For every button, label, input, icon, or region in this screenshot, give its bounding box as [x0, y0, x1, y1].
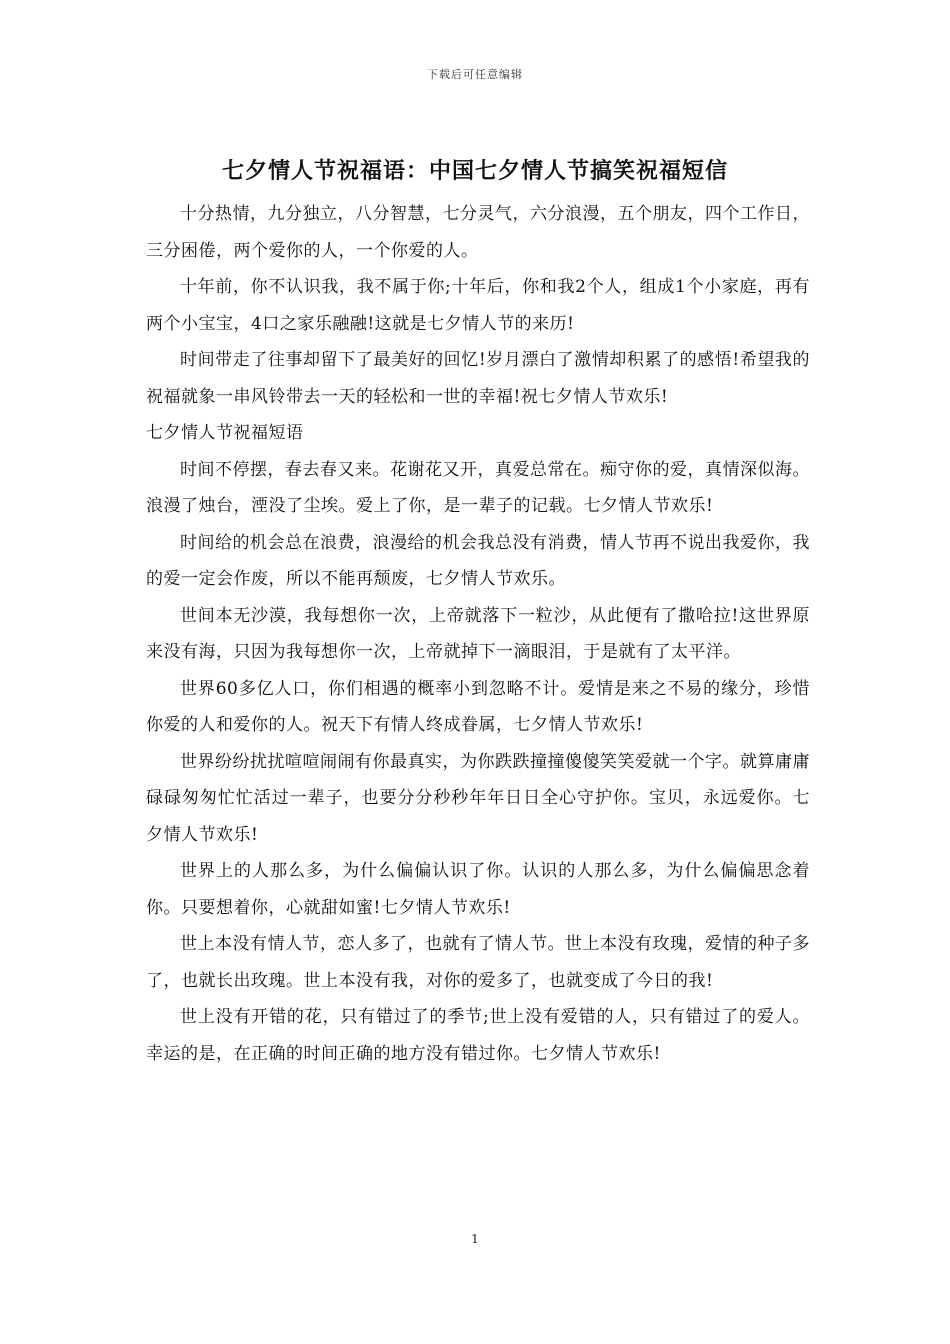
- paragraph-10: 世上本没有情人节，恋人多了，也就有了情人节。世上本没有玫瑰，爱情的种子多了，也就长出玫瑰。世上本没有我，对你的爱多了，也就变成了今日的我!: [146, 934, 810, 991]
- paragraph-1: 十分热情，九分独立，八分智慧，七分灵气，六分浪漫，五个朋友，四个工作日，三分困倦，两个爱你的人，一个你爱的人。: [146, 204, 810, 261]
- paragraph-3: 时间带走了往事却留下了最美好的回忆!岁月漂白了激情却积累了的感悟!希望我的祝福就象一串风铃带去一天的轻松和一世的幸福!祝七夕情人节欢乐!: [146, 350, 810, 407]
- paragraph-6: 世间本无沙漠，我每想你一次，上帝就落下一粒沙，从此便有了撒哈拉!这世界原来没有海，只因为我每想你一次，上帝就掉下一滴眼泪，于是就有了太平洋。: [146, 605, 810, 662]
- paragraph-7: 世界60多亿人口，你们相遇的概率小到忽略不计。爱情是来之不易的缘分，珍惜你爱的人和爱你的人。祝天下有情人终成眷属，七夕情人节欢乐!: [146, 678, 810, 735]
- paragraph-4: 时间不停摆，春去春又来。花谢花又开，真爱总常在。痴守你的爱，真情深似海。浪漫了烛台，湮没了尘埃。爱上了你，是一辈子的记载。七夕情人节欢乐!: [146, 459, 810, 516]
- paragraph-8: 世界纷纷扰扰喧喧闹闹有你最真实，为你跌跌撞撞傻傻笑笑爱就一个字。就算庸庸碌碌匆匆忙忙活过一辈子，也要分分秒秒年年日日全心守护你。宝贝，永远爱你。七夕情人节欢乐!: [146, 751, 810, 845]
- paragraph-5: 时间给的机会总在浪费，浪漫给的机会我总没有消费，情人节再不说出我爱你，我的爱一定会作废，所以不能再颓废，七夕情人节欢乐。: [146, 532, 810, 589]
- page-number: 1: [471, 1232, 479, 1246]
- header-note: 下载后可任意编辑: [427, 68, 523, 81]
- document-title: 七夕情人节祝福语：中国七夕情人节搞笑祝福短信: [221, 158, 728, 184]
- paragraph-9: 世界上的人那么多，为什么偏偏认识了你。认识的人那么多，为什么偏偏思念着你。只要想着你，心就甜如蜜!七夕情人节欢乐!: [146, 861, 810, 918]
- section-subheading: 七夕情人节祝福短语: [146, 423, 304, 443]
- paragraph-2: 十年前，你不认识我，我不属于你;十年后，你和我2个人，组成1个小家庭，再有两个小宝宝，4口之家乐融融!这就是七夕情人节的来历!: [146, 277, 810, 334]
- paragraph-11: 世上没有开错的花，只有错过了的季节;世上没有爱错的人，只有错过了的爱人。幸运的是，在正确的时间正确的地方没有错过你。七夕情人节欢乐!: [146, 1007, 810, 1064]
- document-body: [146, 196, 810, 1072]
